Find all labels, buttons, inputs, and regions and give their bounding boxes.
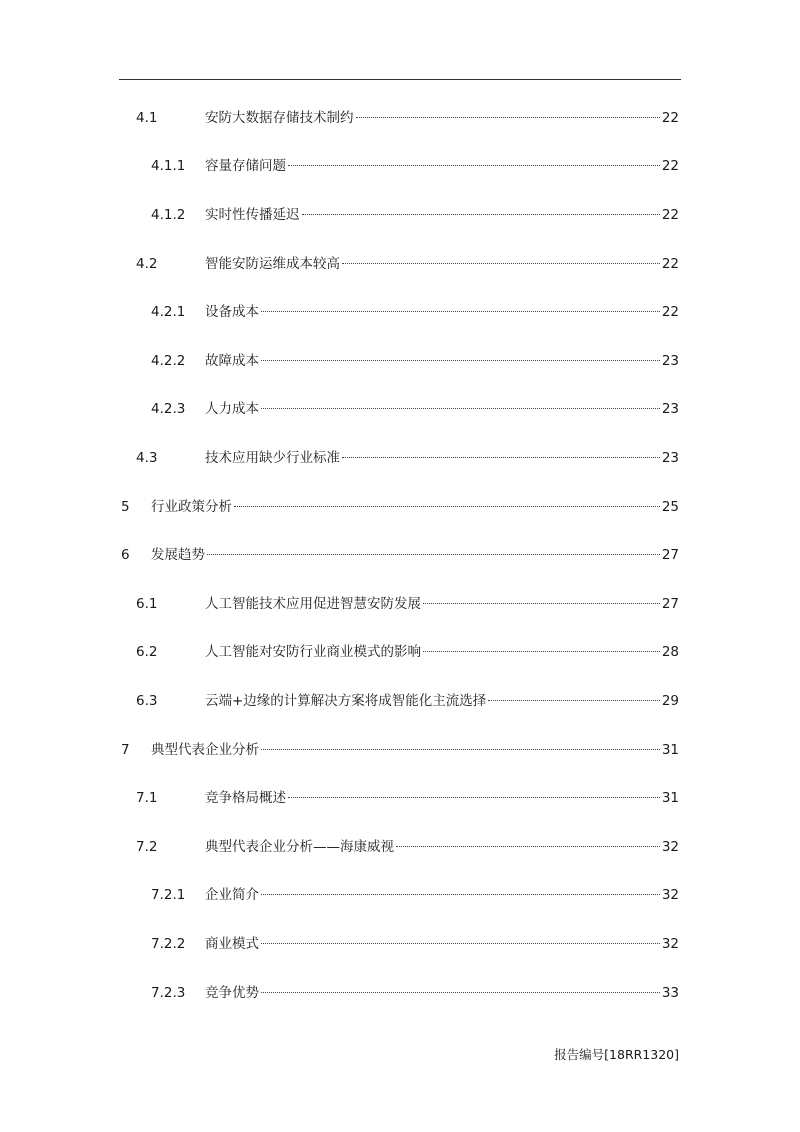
toc-entry-number: 4.2.2 [151, 353, 186, 369]
toc-dot-leader [423, 651, 660, 652]
toc-entry-title: 典型代表企业分析 [151, 742, 259, 758]
toc-entry-title: 安防大数据存储技术制约 [205, 110, 354, 126]
toc-entry-number: 6.3 [136, 693, 158, 709]
toc-entry-page: 22 [661, 304, 679, 320]
toc-entry-7-2-2[interactable] [0, 933, 800, 955]
toc-entry-title: 竞争优势 [205, 985, 259, 1001]
toc-dot-leader [261, 894, 660, 895]
toc-entry-title: 容量存储问题 [205, 158, 286, 174]
toc-entry-number: 4.1.1 [151, 158, 186, 174]
toc-entry-7-2[interactable] [0, 836, 800, 858]
toc-entry-number: 7.2.1 [151, 887, 186, 903]
toc-entry-title: 智能安防运维成本较高 [205, 256, 340, 272]
toc-entry-4-2-2[interactable] [0, 350, 800, 372]
toc-entry-title: 设备成本 [205, 304, 259, 320]
toc-dot-leader [488, 700, 660, 701]
toc-entry-number: 4.1.2 [151, 207, 186, 223]
toc-entry-title: 发展趋势 [151, 547, 205, 563]
toc-entry-4-1-1[interactable] [0, 155, 800, 177]
toc-entry-number: 4.2.1 [151, 304, 186, 320]
toc-entry-title: 企业简介 [205, 887, 259, 903]
toc-dot-leader [423, 603, 660, 604]
toc-entry-page: 32 [661, 839, 679, 855]
toc-entry-5[interactable] [0, 496, 800, 518]
toc-entry-4-2-3[interactable] [0, 398, 800, 420]
toc-entry-page: 25 [661, 499, 679, 515]
toc-entry-page: 23 [661, 401, 679, 417]
toc-dot-leader [261, 360, 660, 361]
toc-entry-page: 29 [661, 693, 679, 709]
toc-entry-number: 4.2 [136, 256, 158, 272]
toc-entry-page: 22 [661, 207, 679, 223]
toc-entry-6[interactable] [0, 544, 800, 566]
toc-entry-4-1[interactable] [0, 107, 800, 129]
toc-entry-page: 27 [661, 596, 679, 612]
toc-entry-page: 31 [661, 790, 679, 806]
toc-entry-page: 32 [661, 936, 679, 952]
toc-dot-leader [261, 943, 660, 944]
toc-entry-number: 7.1 [136, 790, 158, 806]
toc-entry-page: 31 [661, 742, 679, 758]
toc-entry-number: 5 [121, 499, 130, 515]
toc-entry-page: 28 [661, 644, 679, 660]
toc-entry-page: 33 [661, 985, 679, 1001]
toc-entry-title: 竞争格局概述 [205, 790, 286, 806]
toc-entry-4-1-2[interactable] [0, 204, 800, 226]
toc-dot-leader [261, 408, 660, 409]
toc-dot-leader [261, 311, 660, 312]
toc-entry-number: 4.3 [136, 450, 158, 466]
toc-dot-leader [207, 554, 660, 555]
toc-entry-4-2-1[interactable] [0, 301, 800, 323]
toc-entry-title: 技术应用缺少行业标准 [205, 450, 340, 466]
toc-entry-6-1[interactable] [0, 593, 800, 615]
toc-entry-7-2-3[interactable] [0, 982, 800, 1004]
toc-entry-number: 7.2.3 [151, 985, 186, 1001]
toc-entry-6-2[interactable] [0, 641, 800, 663]
toc-entry-title: 人力成本 [205, 401, 259, 417]
toc-entry-7-2-1[interactable] [0, 884, 800, 906]
toc-entry-7[interactable] [0, 739, 800, 761]
toc-entry-4-2[interactable] [0, 253, 800, 275]
toc-entry-number: 7.2.2 [151, 936, 186, 952]
toc-entry-number: 7.2 [136, 839, 158, 855]
toc-entry-page: 22 [661, 256, 679, 272]
toc-entry-number: 6.2 [136, 644, 158, 660]
toc-entry-4-3[interactable] [0, 447, 800, 469]
toc-entry-title: 实时性传播延迟 [205, 207, 300, 223]
toc-entry-title: 云端+边缘的计算解决方案将成智能化主流选择 [205, 693, 487, 709]
toc-entry-title: 商业模式 [205, 936, 259, 952]
toc-entry-page: 22 [661, 158, 679, 174]
toc-entry-number: 4.2.3 [151, 401, 186, 417]
toc-entry-number: 4.1 [136, 110, 158, 126]
toc-entry-7-1[interactable] [0, 787, 800, 809]
toc-dot-leader [234, 506, 660, 507]
toc-dot-leader [342, 263, 660, 264]
toc-dot-leader [261, 749, 660, 750]
toc-entry-number: 6.1 [136, 596, 158, 612]
toc-entry-number: 6 [121, 547, 130, 563]
toc-dot-leader [261, 992, 660, 993]
report-code-footer: 报告编号[18RR1320] [554, 1047, 679, 1062]
toc-entry-6-3[interactable] [0, 690, 800, 712]
toc-entry-page: 23 [661, 450, 679, 466]
toc-entry-title: 人工智能对安防行业商业模式的影响 [205, 644, 421, 660]
toc-entry-title: 典型代表企业分析——海康威视 [205, 839, 394, 855]
toc-dot-leader [396, 846, 660, 847]
toc-entry-page: 27 [661, 547, 679, 563]
toc-entry-title: 行业政策分析 [151, 499, 232, 515]
toc-entry-page: 23 [661, 353, 679, 369]
toc-entry-page: 22 [661, 110, 679, 126]
toc-entry-page: 32 [661, 887, 679, 903]
toc-entry-number: 7 [121, 742, 130, 758]
toc-entry-title: 故障成本 [205, 353, 259, 369]
toc-dot-leader [302, 214, 660, 215]
toc-entry-title: 人工智能技术应用促进智慧安防发展 [205, 596, 421, 612]
toc-dot-leader [342, 457, 660, 458]
toc-dot-leader [356, 117, 660, 118]
toc-dot-leader [288, 165, 660, 166]
toc-dot-leader [288, 797, 660, 798]
